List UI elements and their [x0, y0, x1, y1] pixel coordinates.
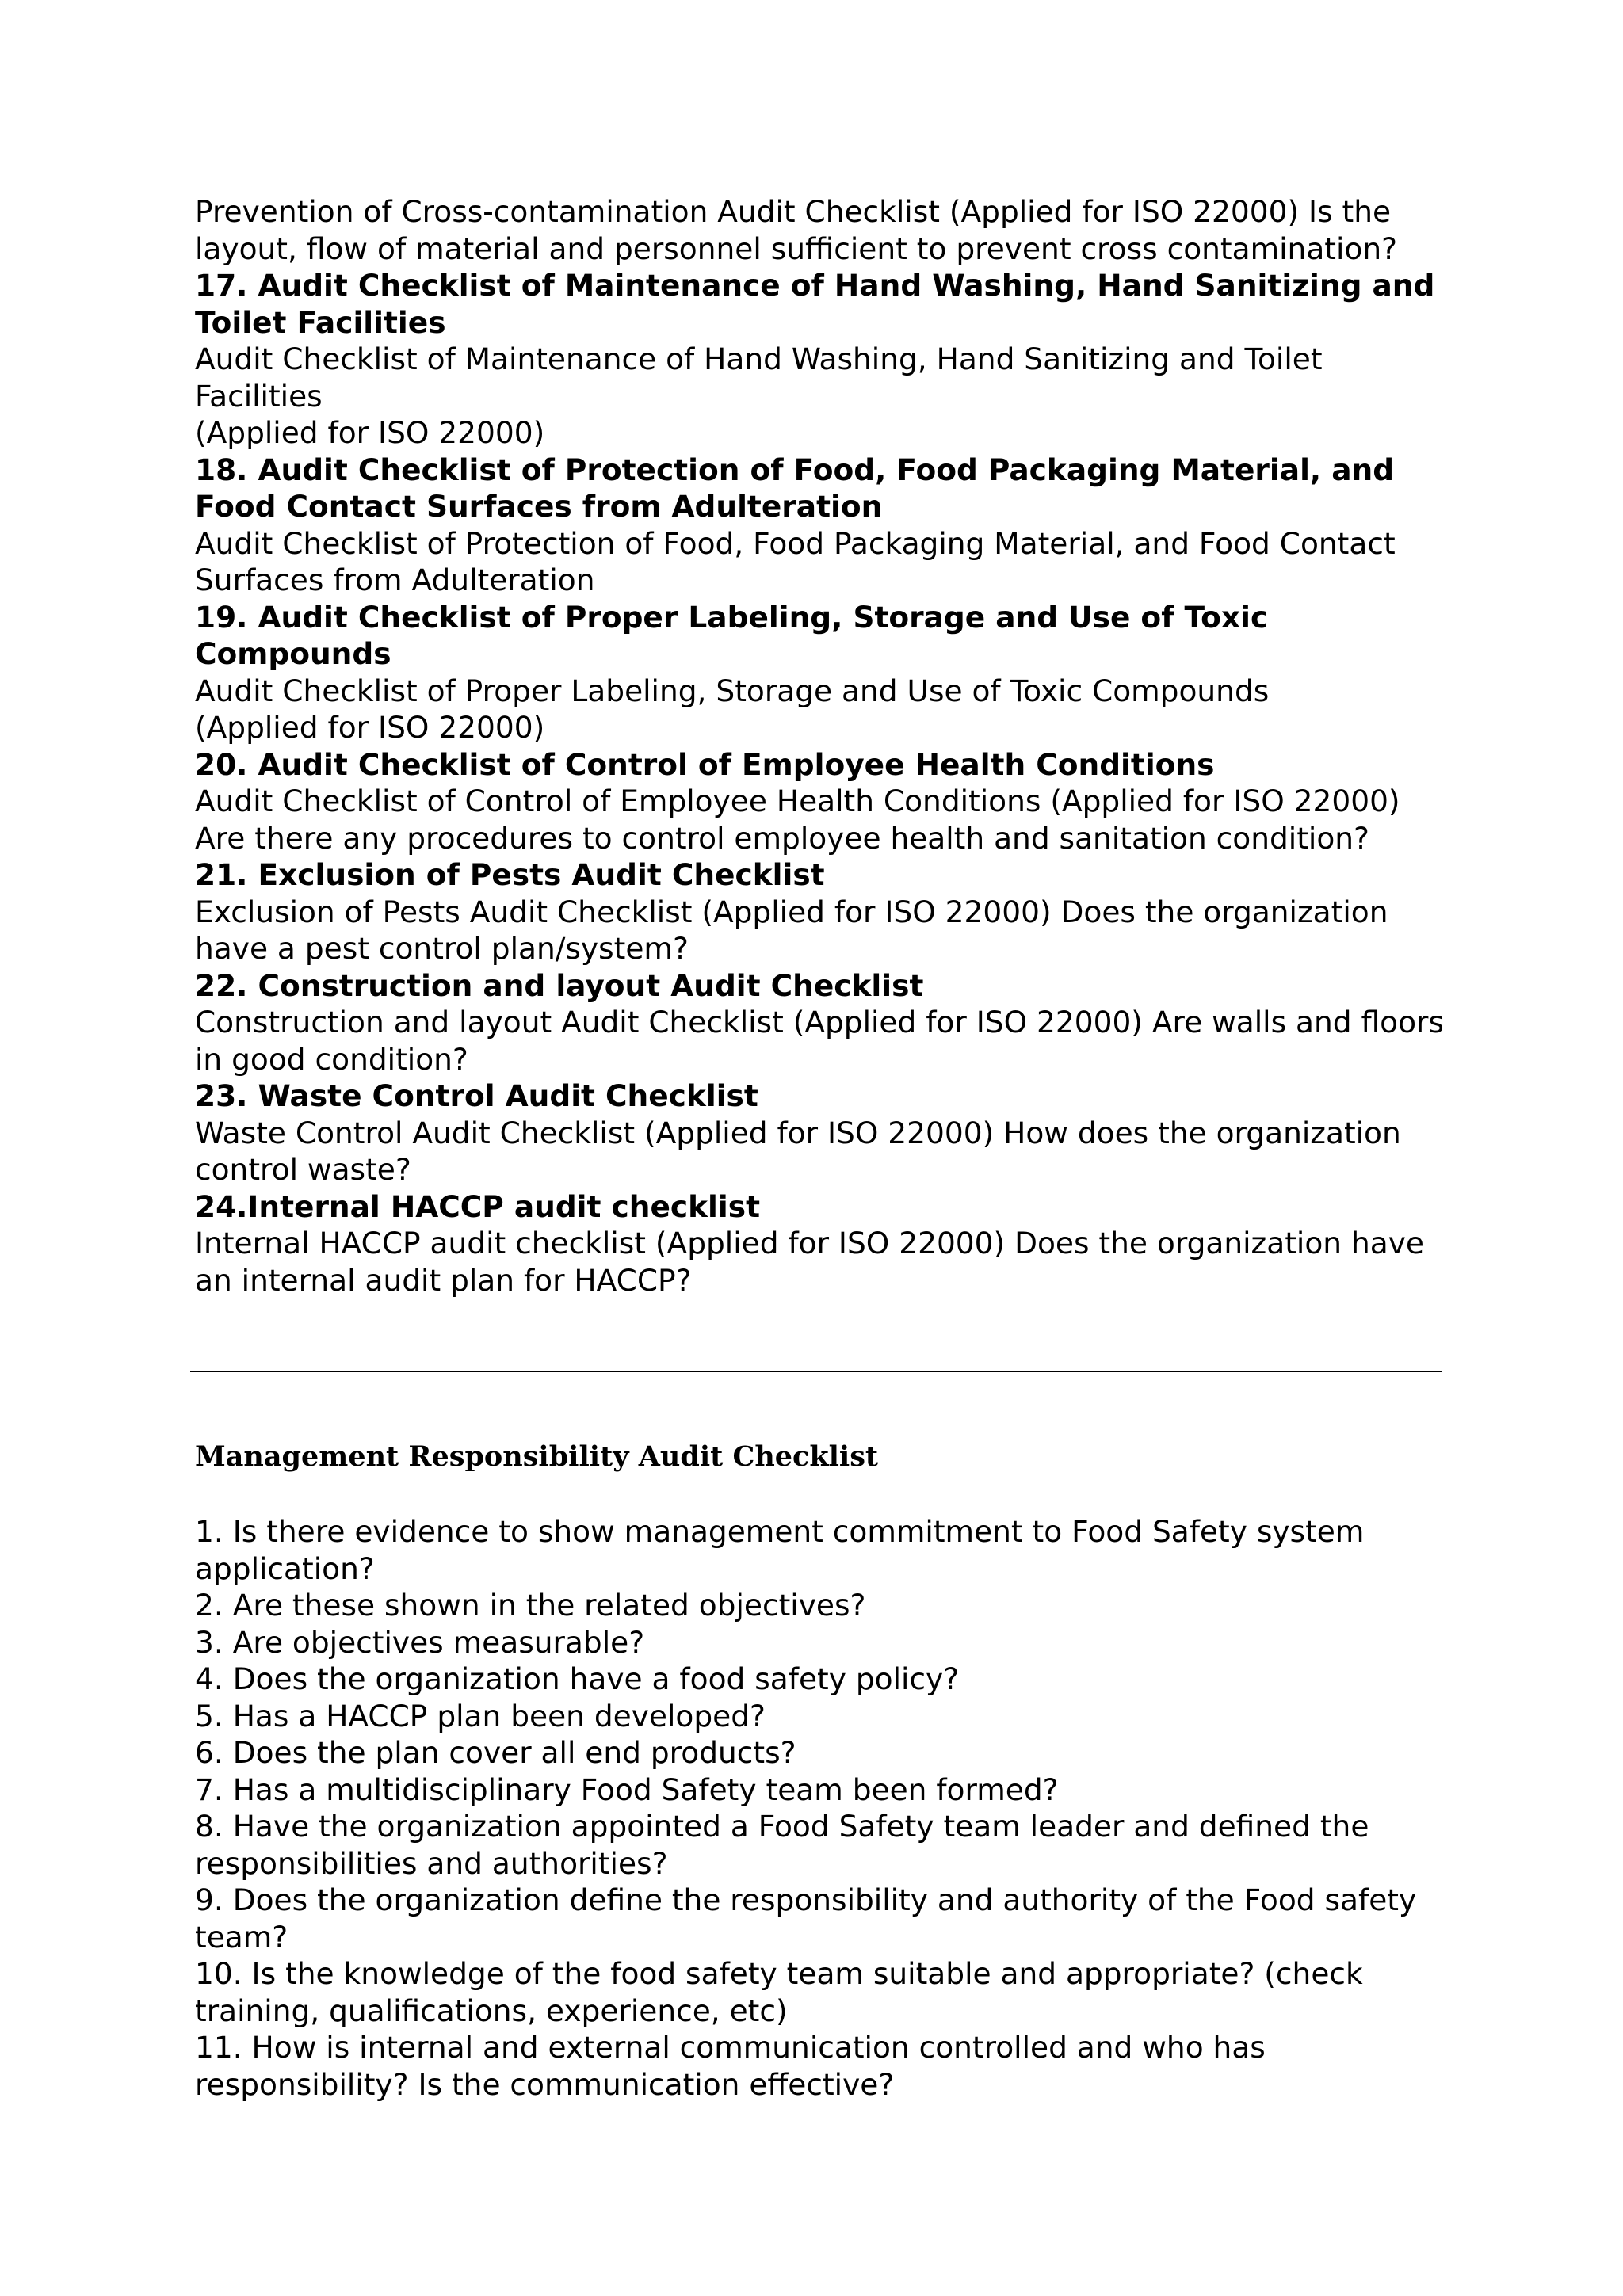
checklist-sections [195, 193, 1447, 1299]
section-body-20: Audit Checklist of Control of Employee Health Conditions (Applied for ISO 22000) Are there any procedures to control employee health and sanitation condition? [195, 784, 1400, 856]
section-body-23: Waste Control Audit Checklist (Applied for ISO 22000) How does the organization control waste? [195, 1115, 1401, 1187]
section-body-17-note: (Applied for ISO 22000) [195, 415, 545, 450]
section-body-19: Audit Checklist of Proper Labeling, Storage and Use of Toxic Compounds [195, 673, 1270, 708]
section-heading-24: 24.Internal HACCP audit checklist [195, 1188, 760, 1224]
section-body-21: Exclusion of Pests Audit Checklist (Applied for ISO 22000) Does the organization have a pest control plan/system? [195, 894, 1388, 966]
management-item-8: 8. Have the organization appointed a Food Safety team leader and defined the responsibilities and authorities? [195, 1809, 1369, 1881]
management-item-10: 10. Is the knowledge of the food safety team suitable and appropriate? (check training, qualifications, experience, etc) [195, 1956, 1363, 2028]
section-body-19-note: (Applied for ISO 22000) [195, 710, 545, 745]
management-item-2: 2. Are these shown in the related objectives? [195, 1588, 866, 1623]
section-heading-18: 18. Audit Checklist of Protection of Food, Food Packaging Material, and Food Contact Surfaces from Adulteration [195, 452, 1395, 524]
management-item-1: 1. Is there evidence to show management commitment to Food Safety system application? [195, 1514, 1365, 1586]
management-item-4: 4. Does the organization have a food safety policy? [195, 1661, 960, 1696]
section-body-17: Audit Checklist of Maintenance of Hand Washing, Hand Sanitizing and Toilet Facilities [195, 341, 1323, 414]
section-heading-23: 23. Waste Control Audit Checklist [195, 1078, 758, 1113]
horizontal-divider [190, 1371, 1442, 1372]
management-item-6: 6. Does the plan cover all end products? [195, 1735, 796, 1770]
intro-paragraph: Prevention of Cross-contamination Audit Checklist (Applied for ISO 22000) Is the layout, flow of material and personnel sufficient to prevent cross contamination? [195, 194, 1398, 266]
section-heading-21: 21. Exclusion of Pests Audit Checklist [195, 857, 825, 892]
section-heading-20: 20. Audit Checklist of Control of Employee Health Conditions [195, 746, 1215, 782]
management-item-9: 9. Does the organization define the responsibility and authority of the Food safety team? [195, 1882, 1417, 1955]
management-item-5: 5. Has a HACCP plan been developed? [195, 1698, 766, 1733]
section-body-22: Construction and layout Audit Checklist (Applied for ISO 22000) Are walls and floors in good condition? [195, 1005, 1444, 1077]
management-item-7: 7. Has a multidisciplinary Food Safety team been formed? [195, 1772, 1059, 1807]
management-section-title: Management Responsibility Audit Checklist [195, 1440, 879, 1473]
section-heading-22: 22. Construction and layout Audit Checklist [195, 967, 924, 1003]
management-item-3: 3. Are objectives measurable? [195, 1624, 645, 1660]
section-body-24: Internal HACCP audit checklist (Applied for ISO 22000) Does the organization have an internal audit plan for HACCP? [195, 1226, 1424, 1298]
management-checklist [195, 1513, 1447, 2103]
section-body-18: Audit Checklist of Protection of Food, Food Packaging Material, and Food Contact Surfaces from Adulteration [195, 525, 1396, 597]
section-heading-19: 19. Audit Checklist of Proper Labeling, Storage and Use of Toxic Compounds [195, 599, 1269, 671]
section-heading-17: 17. Audit Checklist of Maintenance of Hand Washing, Hand Sanitizing and Toilet Facilities [195, 268, 1435, 340]
management-item-11: 11. How is internal and external communication controlled and who has responsibility? Is the communication effective? [195, 2030, 1266, 2102]
